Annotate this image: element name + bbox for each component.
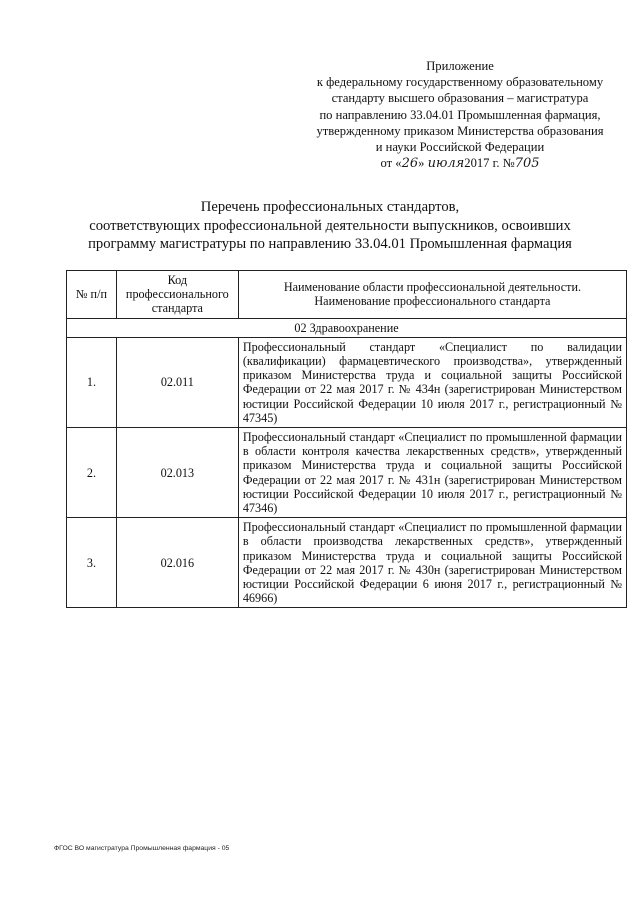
order-date-line [305, 155, 615, 172]
document-title [60, 198, 600, 254]
appendix-line: и науки Российской Федерации [375, 140, 545, 155]
appendix-line: по направлению 33.04.01 Промышленная фармация, [319, 107, 601, 122]
row-description: Профессиональный стандарт «Специалист по валидации (квалификации) фармацевтического производства», утвержденный приказом Министерства труда и социальной защиты Российской Федерации от 22 мая 2017 г. № 434н (зарегистрирован Министерством юстиции Российской Федерации 10 июля 2017 г., регистрационный № 47345) [238, 337, 626, 427]
header-name: Наименование области профессиональной деятельности. Наименование профессионального стандарта [238, 271, 626, 319]
row-code: 02.011 [116, 337, 238, 427]
table-row [67, 518, 627, 608]
handwritten-month: июля [427, 156, 465, 172]
title-line: программу магистратуры по направлению 33.04.01 Промышленная фармация [88, 236, 572, 252]
handwritten-order-number: 705 [514, 156, 540, 172]
handwritten-day: 26 [401, 156, 419, 172]
date-day-close: » [418, 156, 425, 171]
appendix-header [305, 58, 615, 172]
row-description: Профессиональный стандарт «Специалист по промышленной фармации в области производства лекарственных средств», утвержденный приказом Министерства труда и социальной защиты Российской Федерации от 22 мая 2017 г. № 430н (зарегистрирован Министерством юстиции Российской Федерации 6 июня 2017 г., регистрационный № 46966) [238, 518, 626, 608]
row-num: 1. [67, 337, 117, 427]
appendix-line: к федеральному государственному образовательному [316, 75, 604, 90]
row-num: 3. [67, 518, 117, 608]
row-code: 02.016 [116, 518, 238, 608]
row-num: 2. [67, 428, 117, 518]
header-code: Код профессионального стандарта [116, 271, 238, 319]
standards-table [66, 270, 627, 608]
table-header-row [67, 271, 627, 319]
title-line: Перечень профессиональных стандартов, [200, 199, 460, 215]
section-label: 02 Здравоохранение [67, 318, 627, 337]
table-row [67, 428, 627, 518]
appendix-line: утвержденному приказом Министерства образования [316, 123, 604, 138]
header-num: № п/п [67, 271, 117, 319]
row-description: Профессиональный стандарт «Специалист по промышленной фармации в области контроля качества лекарственных средств», утвержденный приказом Министерства труда и социальной защиты Российской Федерации от 22 мая 2017 г. № 431н (зарегистрирован Министерством юстиции Российской Федерации 10 июля 2017 г., регистрационный № 47346) [238, 428, 626, 518]
table-row [67, 337, 627, 427]
section-row [67, 318, 627, 337]
date-prefix: от « [380, 156, 402, 171]
appendix-line: стандарту высшего образования – магистратура [331, 91, 589, 106]
page-footer: ФГОС ВО магистратура Промышленная фармация - 05 [54, 845, 230, 852]
row-code: 02.013 [116, 428, 238, 518]
date-year: 2017 г. № [464, 156, 515, 171]
title-line: соответствующих профессиональной деятельности выпускников, освоивших [89, 217, 571, 234]
appendix-line: Приложение [426, 59, 494, 73]
